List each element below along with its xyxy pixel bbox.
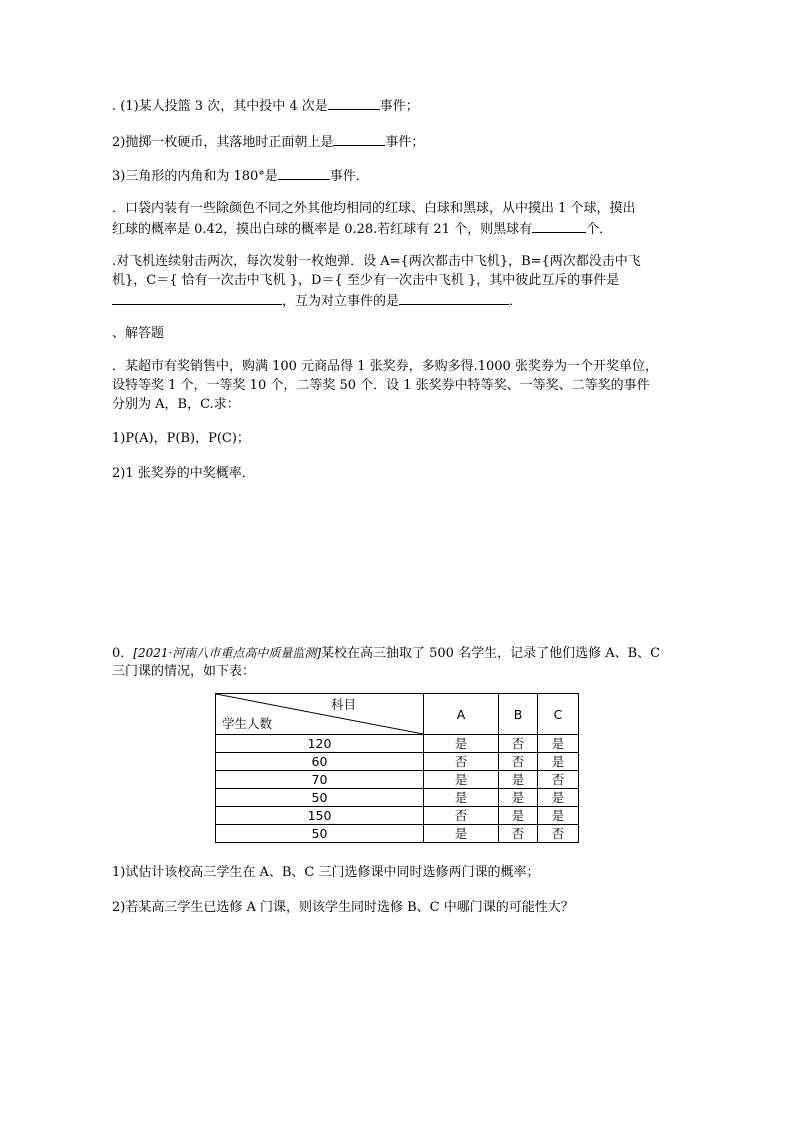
q4-line3: 分别为 A，B，C.求：	[112, 397, 240, 412]
q1-line1	[112, 96, 419, 116]
cell-count: 150	[216, 807, 424, 825]
q1-line3	[112, 166, 369, 186]
q3-line3-text: ，互为对立事件的是	[282, 294, 400, 309]
answer-blank	[112, 291, 282, 305]
table-row	[216, 789, 579, 807]
cell-c: 是	[538, 807, 579, 825]
q5-source: [2021·河南八市重点高中质量监测]	[133, 646, 321, 660]
cell-count: 120	[216, 735, 424, 753]
cell-a: 否	[424, 753, 499, 771]
cell-c: 否	[538, 825, 579, 843]
cell-a: 是	[424, 771, 499, 789]
table-row	[216, 753, 579, 771]
q3-line3	[112, 291, 522, 311]
q1-line2	[112, 132, 424, 152]
header-subject: 科目	[331, 697, 357, 712]
cell-count: 70	[216, 771, 424, 789]
q5-sub2: 2)若某高三学生已选修 A 门课，则该学生同时选修 B、C 中哪门课的可能性大？	[112, 900, 574, 915]
q2-line1: ．口袋内装有一些除颜色不同之外其他均相同的红球、白球和黑球，从中摸出 1 个球，摸出	[112, 201, 636, 216]
cell-b: 否	[499, 753, 538, 771]
cell-a: 是	[424, 825, 499, 843]
cell-count: 50	[216, 789, 424, 807]
q1-line3-text: 3)三角形的内角和为 180°是	[112, 169, 278, 184]
cell-count: 60	[216, 753, 424, 771]
header-b: B	[499, 694, 538, 735]
cell-c: 否	[538, 771, 579, 789]
cell-b: 否	[499, 735, 538, 753]
cell-c: 是	[538, 735, 579, 753]
q1-line3-end: 事件．	[329, 169, 369, 184]
q1-line2-end: 事件；	[385, 135, 425, 150]
course-selection-table	[215, 693, 579, 843]
q4-line2: 设特等奖 1 个，一等奖 10 个，二等奖 50 个．设 1 张奖券中特等奖、一等奖、二等奖的事件	[112, 378, 650, 393]
table-row	[216, 825, 579, 843]
q3-line3-end: ．	[509, 294, 523, 309]
q5-sub1: 1)试估计该校高三学生在 A、B、C 三门选修课中同时选修两门课的概率；	[112, 865, 540, 880]
q2-line2	[112, 219, 612, 239]
q3-line2: 机}，C＝{ 恰有一次击中飞机 }，D＝{ 至少有一次击中飞机 }，其中彼此互斥的事件是	[112, 273, 620, 288]
q4-sub2: 2)1 张奖券的中奖概率．	[112, 466, 255, 481]
section-title: 、解答题	[112, 326, 165, 341]
q4-line1: ．某超市有奖销售中，购满 100 元商品得 1 张奖券，多购多得.1000 张奖券为一个开奖单位，	[112, 359, 658, 374]
answer-blank	[333, 132, 385, 146]
q5-line2: 三门课的情况，如下表：	[112, 664, 256, 679]
table-row	[216, 807, 579, 825]
answer-blank	[532, 219, 586, 233]
table-header-row	[216, 694, 579, 735]
cell-b: 是	[499, 807, 538, 825]
cell-a: 是	[424, 735, 499, 753]
header-c: C	[538, 694, 579, 735]
q4-sub1: 1)P(A)，P(B)，P(C)；	[112, 431, 250, 446]
q1-line1-text: . (1)某人投篮 3 次，其中投中 4 次是	[112, 99, 328, 114]
q2-line2-end: 个．	[586, 222, 613, 237]
answer-blank	[328, 96, 380, 110]
cell-c: 是	[538, 753, 579, 771]
cell-b: 是	[499, 771, 538, 789]
diagonal-header-cell	[216, 694, 424, 735]
q1-line2-text: 2)抛掷一枚硬币，其落地时正面朝上是	[112, 135, 334, 150]
table-row	[216, 735, 579, 753]
answer-blank	[399, 291, 509, 305]
header-student-count: 学生人数	[222, 716, 273, 731]
answer-blank	[278, 166, 330, 180]
q5-line1-text: 某校在高三抽取了 500 名学生，记录了他们选修 A、B、C	[321, 646, 661, 661]
q3-line1: .对飞机连续射击两次，每次发射一枚炮弹．设 A={两次都击中飞机}，B={两次都没击中飞	[112, 254, 641, 269]
q5-line1	[112, 644, 660, 663]
q5-prefix: 0．	[112, 646, 134, 661]
q2-line2-text: 红球的概率是 0.42，摸出白球的概率是 0.28.若红球有 21 个，则黑球有	[112, 222, 533, 237]
cell-b: 否	[499, 825, 538, 843]
cell-a: 否	[424, 807, 499, 825]
cell-a: 是	[424, 789, 499, 807]
cell-c: 是	[538, 789, 579, 807]
cell-count: 50	[216, 825, 424, 843]
table-row	[216, 771, 579, 789]
header-a: A	[424, 694, 499, 735]
cell-b: 是	[499, 789, 538, 807]
q1-line1-end: 事件；	[379, 99, 419, 114]
